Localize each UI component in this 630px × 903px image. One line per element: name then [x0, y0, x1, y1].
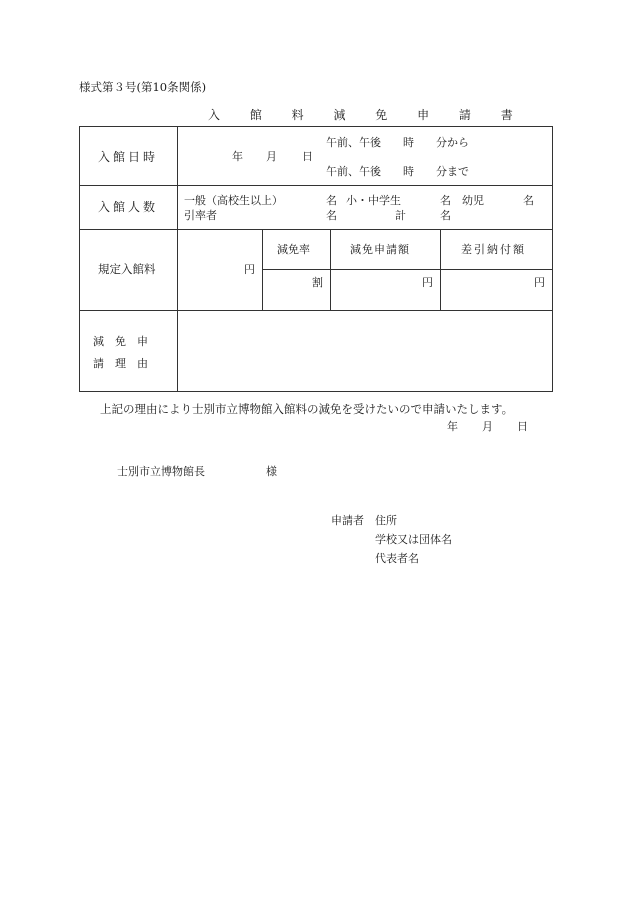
reason-label-line2: 請 理 由: [93, 357, 148, 370]
total-count-label: 計: [395, 209, 406, 222]
reason-field[interactable]: [185, 318, 545, 384]
reduction-amount-unit: 円: [422, 276, 433, 289]
infant-count-unit: 名: [523, 194, 534, 207]
infant-count-label: 幼児: [462, 194, 484, 207]
row-label-visitor-count: 入館人数: [98, 200, 159, 214]
applicant-label: 申請者: [331, 514, 364, 527]
entry-month-field[interactable]: 月: [266, 150, 277, 163]
total-count-unit: 名: [440, 209, 451, 222]
row-label-entry-datetime: 入館日時: [98, 150, 159, 164]
net-payment-header: 差引納付額: [461, 243, 526, 256]
application-date-year[interactable]: 年: [447, 420, 458, 433]
entry-year-field[interactable]: 年: [232, 150, 243, 163]
general-count-label: 一般（高校生以上）: [184, 194, 283, 207]
application-statement: 上記の理由により士別市立博物館入館料の減免を受けたいので申請いたします。: [100, 402, 514, 416]
leader-count-unit: 名: [326, 209, 337, 222]
reduction-rate-header: 減免率: [277, 243, 310, 256]
elementary-count-unit: 名: [440, 194, 451, 207]
general-count-unit: 名: [326, 194, 337, 207]
elementary-count-label: 小・中学生: [346, 194, 401, 207]
entry-time-to-field[interactable]: 午前、午後 時 分まで: [326, 165, 469, 178]
standard-fee-unit: 円: [244, 263, 255, 276]
applicant-representative-field[interactable]: 代表者名: [375, 552, 419, 565]
application-date-month[interactable]: 月: [482, 420, 493, 433]
reason-label-line1: 減 免 申: [93, 335, 148, 348]
entry-time-from-field[interactable]: 午前、午後 時 分から: [326, 136, 469, 149]
reduction-rate-unit: 割: [312, 276, 323, 289]
leader-count-label: 引率者: [184, 209, 217, 222]
form-title: 入 館 料 減 免 申 請 書: [208, 108, 526, 122]
applicant-address-field[interactable]: 住所: [375, 514, 397, 527]
applicant-organization-field[interactable]: 学校又は団体名: [375, 533, 452, 546]
application-date-day[interactable]: 日: [517, 420, 528, 433]
form-number: 様式第３号(第10条関係): [79, 80, 207, 94]
addressee-honorific: 様: [266, 465, 277, 478]
addressee-name: 士別市立博物館長: [117, 465, 205, 478]
net-payment-unit: 円: [534, 276, 545, 289]
reduction-amount-header: 減免申請額: [350, 243, 410, 256]
entry-day-field[interactable]: 日: [302, 150, 313, 163]
row-label-standard-fee: 規定入館料: [98, 262, 156, 276]
